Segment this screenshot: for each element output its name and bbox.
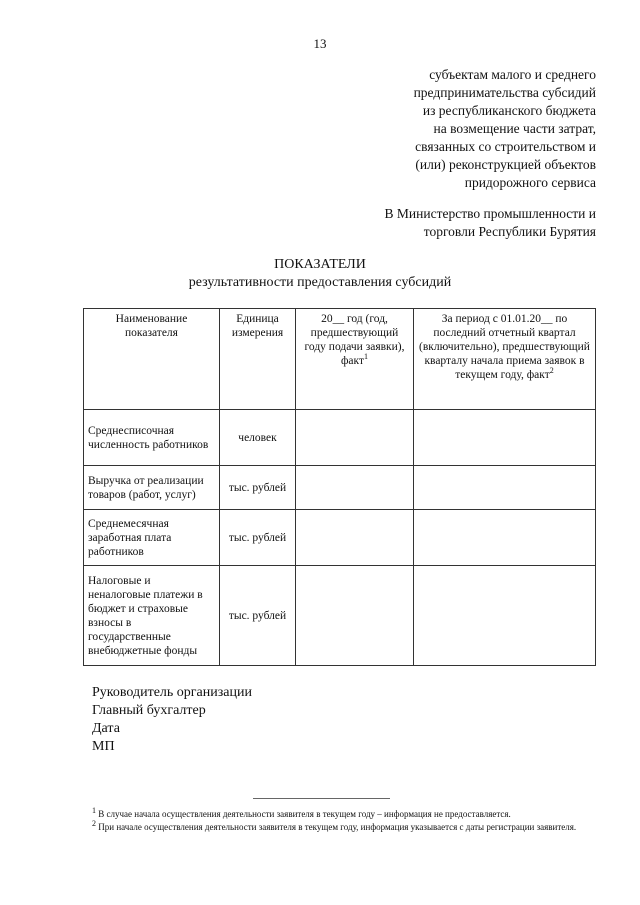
column-header-period-text: За период с 01.01.20__ по последний отчетный квартал (включительно), предшествующий кварталу начала приема заявок в текущем году, факт bbox=[419, 313, 590, 381]
table-row bbox=[84, 510, 596, 566]
signature-block bbox=[92, 684, 252, 756]
header-line: (или) реконструкцией объектов bbox=[415, 157, 596, 172]
footnote-separator bbox=[253, 798, 390, 799]
indicator-unit: человек bbox=[220, 410, 296, 466]
document-title: ПОКАЗАТЕЛИ bbox=[274, 257, 366, 272]
header-line: предпринимательства субсидий bbox=[413, 85, 596, 100]
header-line: придорожного сервиса bbox=[464, 175, 596, 190]
footnote-ref: 1 bbox=[364, 352, 369, 362]
column-header-name: Наименование показателя bbox=[84, 309, 220, 410]
indicator-unit: тыс. рублей bbox=[220, 510, 296, 566]
footnote-text: В случае начала осуществления деятельности заявителя в текущем году – информация не предоставляется. bbox=[98, 809, 511, 819]
footnote-mark: 1 bbox=[92, 806, 96, 815]
table-row bbox=[84, 566, 596, 666]
addressee-block bbox=[296, 205, 596, 241]
year-value-cell bbox=[296, 466, 414, 510]
column-header-unit: Единица измерения bbox=[220, 309, 296, 410]
signature-line: Руководитель организации bbox=[92, 685, 252, 700]
year-value-cell bbox=[296, 510, 414, 566]
column-header-year bbox=[296, 309, 414, 410]
year-value-cell bbox=[296, 566, 414, 666]
column-header-year-text: 20__ год (год, предшествующий году подачи заявки), факт bbox=[304, 313, 405, 367]
header-line: из республиканского бюджета bbox=[422, 103, 596, 118]
column-header-period bbox=[414, 309, 596, 410]
signature-line: Дата bbox=[92, 721, 120, 736]
title-block bbox=[0, 256, 640, 292]
footnote bbox=[92, 821, 595, 834]
header-line: связанных со строительством и bbox=[415, 139, 596, 154]
indicator-unit: тыс. рублей bbox=[220, 566, 296, 666]
table-row bbox=[84, 466, 596, 510]
table-header-row bbox=[84, 309, 596, 410]
signature-line: МП bbox=[92, 739, 115, 754]
indicator-unit: тыс. рублей bbox=[220, 466, 296, 510]
header-line: на возмещение части затрат, bbox=[433, 121, 596, 136]
indicator-name: Среднемесячная заработная плата работников bbox=[84, 510, 220, 566]
table-row bbox=[84, 410, 596, 466]
footnote-mark: 2 bbox=[92, 819, 96, 828]
footnote-text: При начале осуществления деятельности заявителя в текущем году, информация указывается с даты регистрации заявителя. bbox=[98, 822, 577, 832]
addressee-line: В Министерство промышленности и bbox=[384, 206, 596, 221]
indicators-table bbox=[83, 308, 596, 666]
period-value-cell bbox=[414, 410, 596, 466]
indicator-name: Налоговые и неналоговые платежи в бюджет и страховые взносы в государственные внебюджетные фонды bbox=[84, 566, 220, 666]
footnote bbox=[92, 808, 595, 821]
period-value-cell bbox=[414, 566, 596, 666]
page-number: 13 bbox=[313, 36, 327, 51]
period-value-cell bbox=[414, 510, 596, 566]
addressee-line: торговли Республики Бурятия bbox=[423, 224, 596, 239]
signature-line: Главный бухгалтер bbox=[92, 703, 206, 718]
header-line: субъектам малого и среднего bbox=[429, 67, 596, 82]
footnote-ref: 2 bbox=[549, 366, 554, 376]
header-continuation bbox=[336, 66, 596, 192]
footnotes bbox=[92, 808, 595, 834]
indicator-name: Среднесписочная численность работников bbox=[84, 410, 220, 466]
document-subtitle: результативности предоставления субсидий bbox=[188, 275, 452, 290]
year-value-cell bbox=[296, 410, 414, 466]
indicator-name: Выручка от реализации товаров (работ, услуг) bbox=[84, 466, 220, 510]
period-value-cell bbox=[414, 466, 596, 510]
